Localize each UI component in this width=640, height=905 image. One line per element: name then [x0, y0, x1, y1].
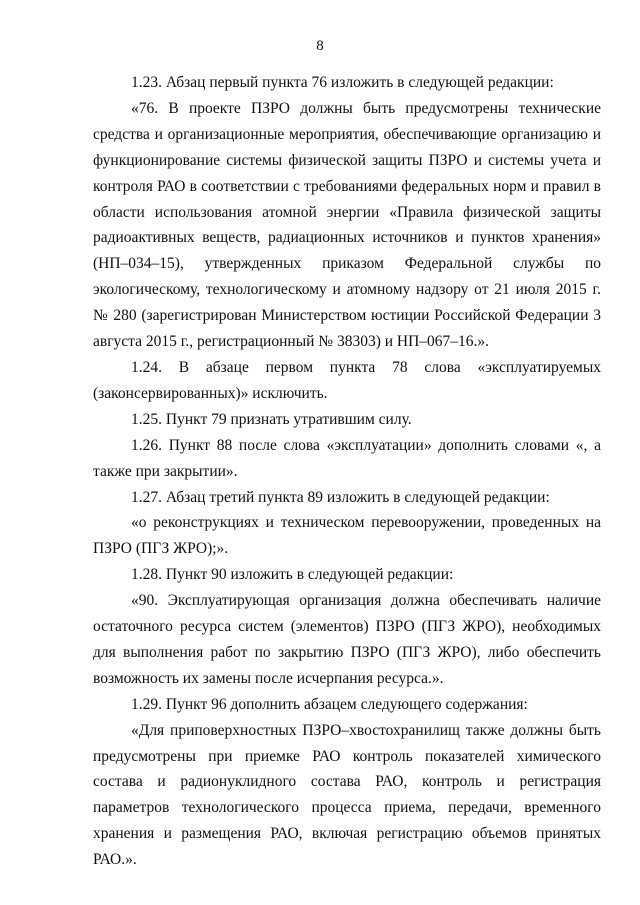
- paragraph-96-text: «Для приповерхностных ПЗРО–хвостохранилищ также должны быть предусмотрены при приемке РАО контроль показателей химического состава и радионуклидного состава РАО, контроль и регистрация параметров технологического процесса приема, передачи, временного хранения и размещения РАО, включая регистрацию объемов принятых РАО.».: [93, 721, 601, 869]
- paragraph-1-25: 1.25. Пункт 79 признать утратившим силу.: [131, 410, 412, 428]
- paragraph-1-29: 1.29. Пункт 96 дополнить абзацем следующего содержания:: [131, 695, 528, 713]
- paragraph-90-text: «90. Эксплуатирующая организация должна обеспечивать наличие остаточного ресурса систем (элементов) ПЗРО (ПГЗ ЖРО), необходимых для выполнения работ по закрытию ПЗРО (ПГЗ ЖРО), либо обеспечить возможность их замены после исчерпания ресурса.».: [93, 592, 601, 687]
- page-number: 8: [316, 38, 324, 54]
- paragraph-1-26: 1.26. Пункт 88 после слова «эксплуатации» дополнить словами «, а также при закрытии».: [93, 436, 601, 480]
- paragraph-89-text: «о реконструкциях и техническом перевооружении, проведенных на ПЗРО (ПГЗ ЖРО);».: [93, 514, 601, 558]
- paragraph-1-23: 1.23. Абзац первый пункта 76 изложить в следующей редакции:: [131, 74, 554, 91]
- paragraph-1-24: 1.24. В абзаце первом пункта 78 слова «эксплуатируемых (законсервированных)» исключить.: [93, 358, 601, 402]
- paragraph-1-27: 1.27. Абзац третий пункта 89 изложить в следующей редакции:: [131, 488, 550, 506]
- paragraph-1-28: 1.28. Пункт 90 изложить в следующей редакции:: [131, 566, 454, 584]
- document-body: [93, 70, 601, 873]
- paragraph-76-text: «76. В проекте ПЗРО должны быть предусмотрены технические средства и организационные мероприятия, обеспечивающие организацию и функционирование системы физической защиты ПЗРО и системы учета и контроля РАО в соответствии с требованиями федеральных норм и правил в области использования атомной энергии «Правила физической защиты радиоактивных веществ, радиационных источников и пунктов хранения» (НП–034–15), утвержденных приказом Федеральной службы по экологическому, технологическому и атомному надзору от 21 июля 2015 г. № 280 (зарегистрирован Министерством юстиции Российской Федерации 3 августа 2015 г., регистрационный № 38303) и НП–067–16.».: [93, 99, 601, 351]
